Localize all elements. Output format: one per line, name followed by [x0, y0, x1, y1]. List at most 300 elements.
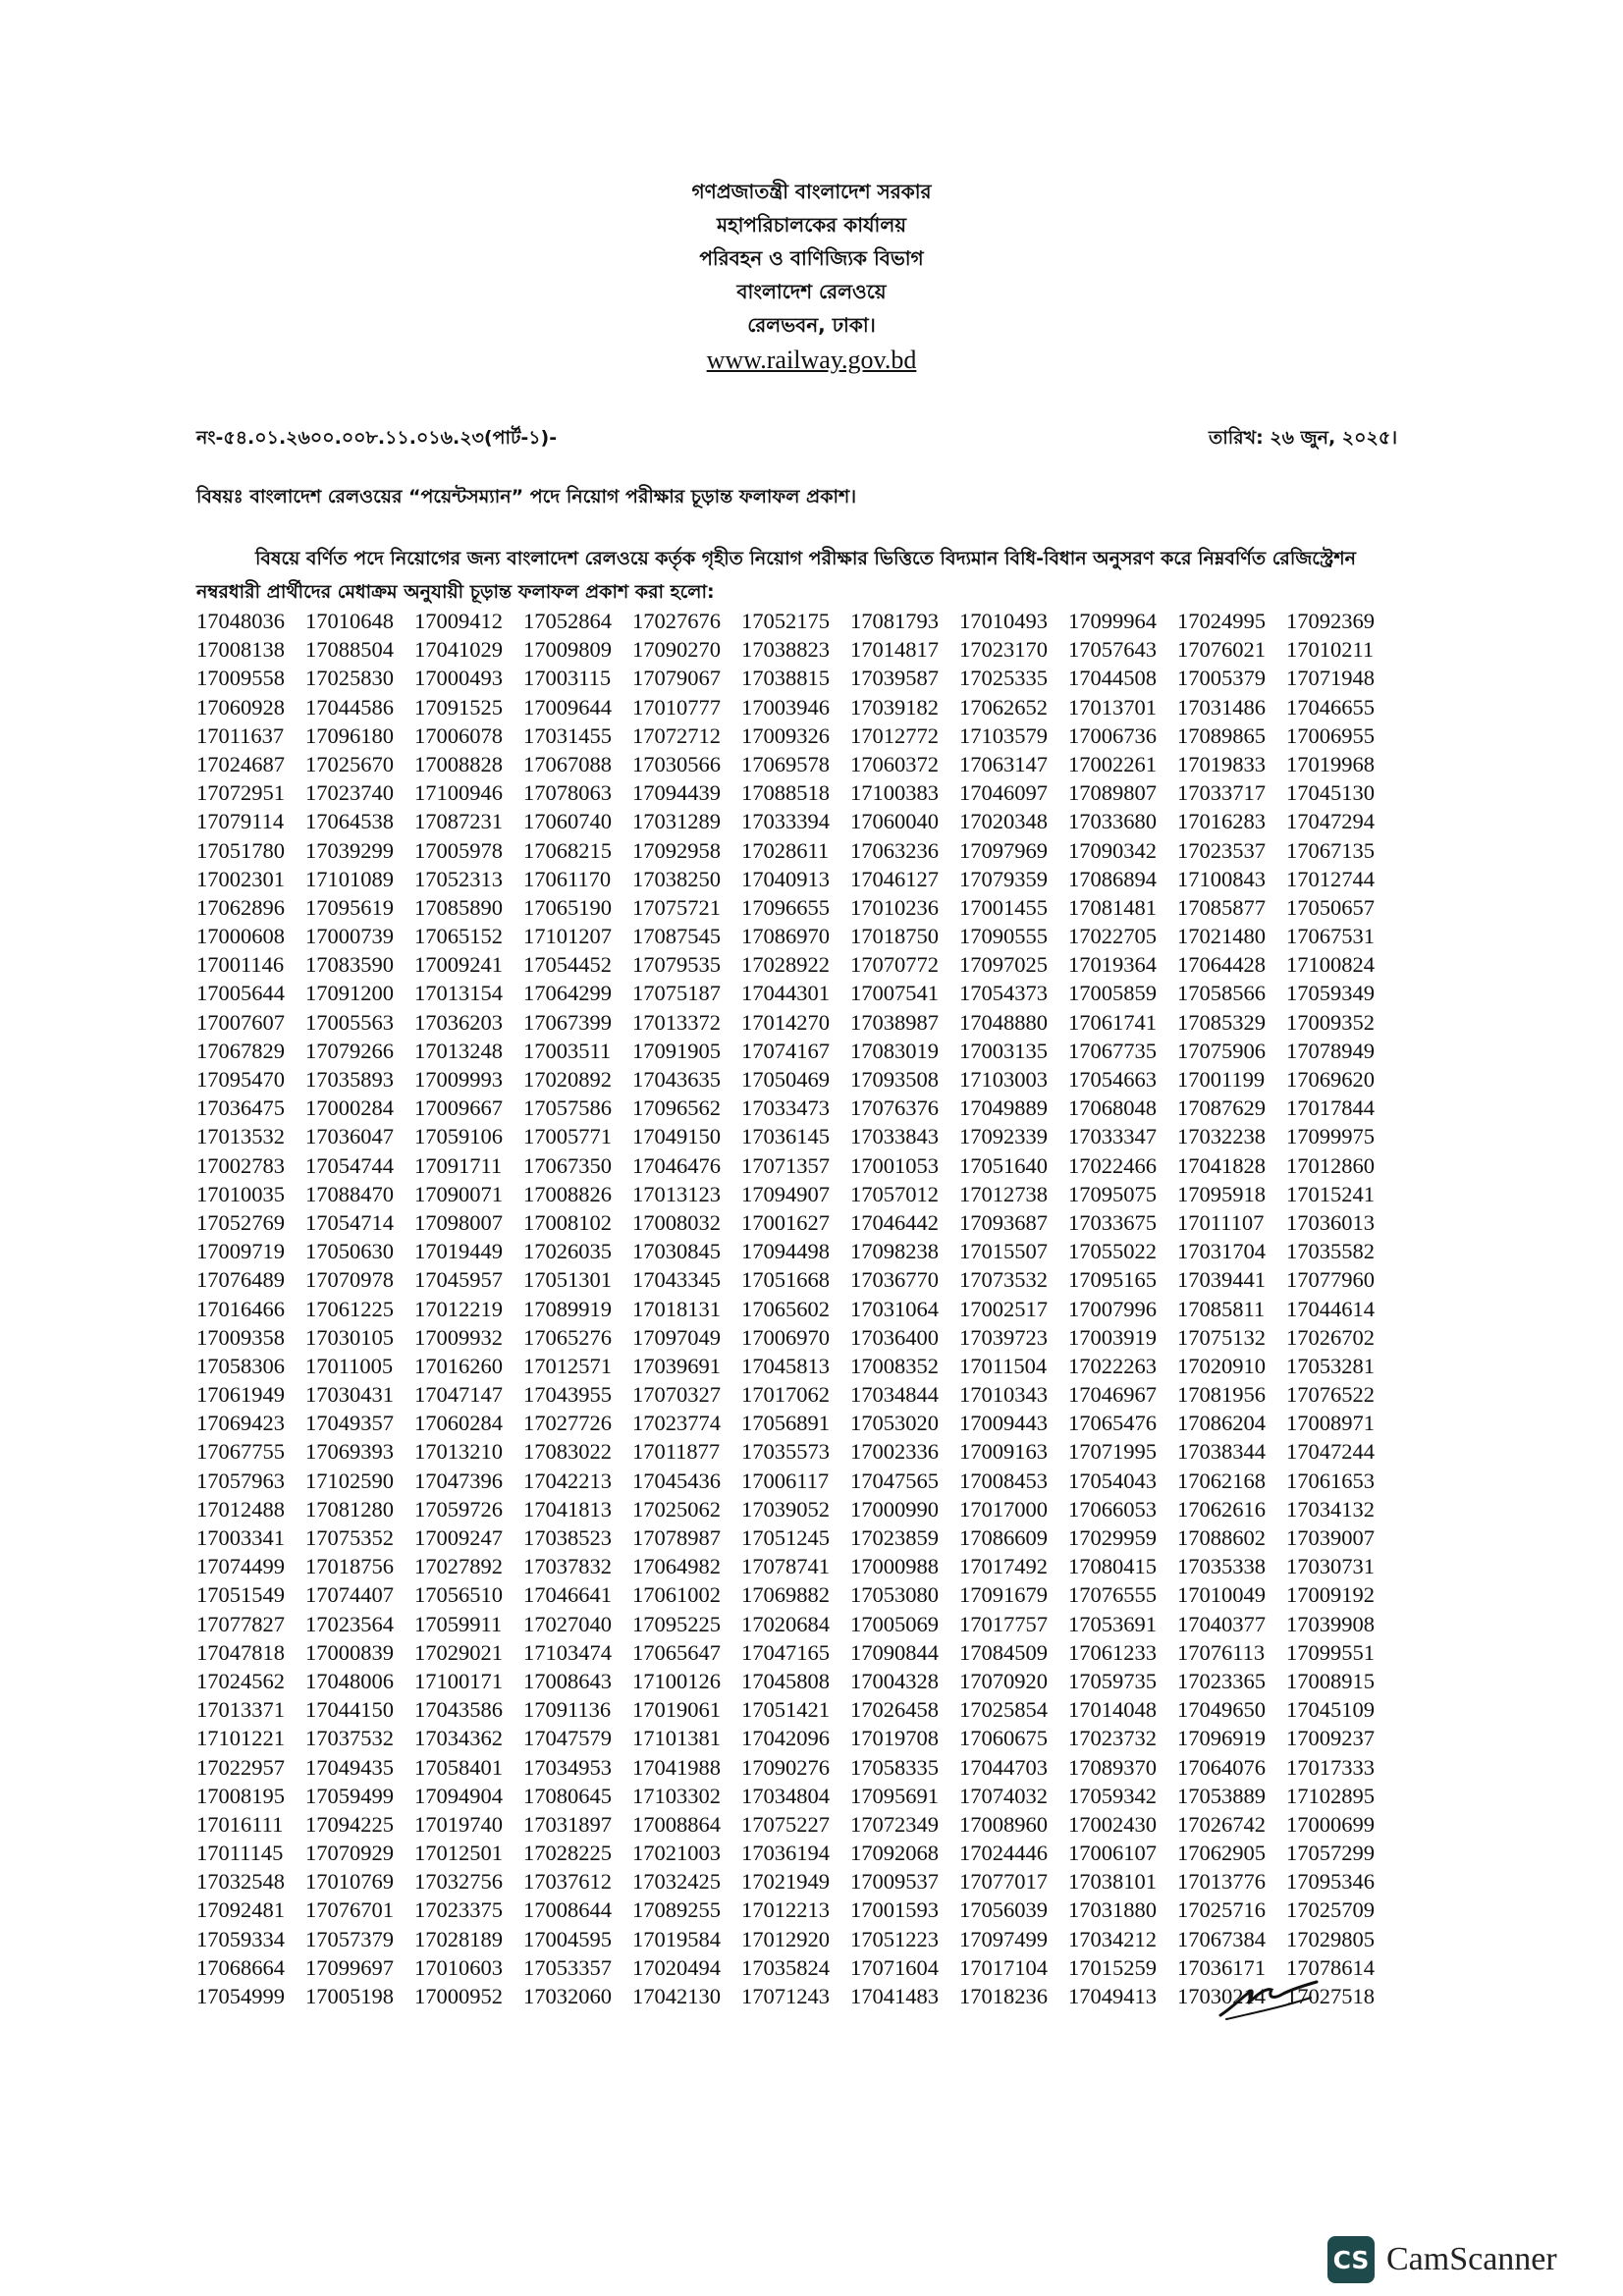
registration-number: 17057963: [196, 1468, 285, 1493]
registration-number: 17091200: [305, 981, 394, 1006]
registration-number: 17067829: [196, 1038, 285, 1063]
registration-number: 17064076: [1177, 1754, 1266, 1780]
camscanner-watermark: [1327, 2236, 1557, 2283]
letterhead-line: মহাপরিচালকের কার্যালয়: [717, 213, 906, 237]
registration-number: 17034804: [741, 1783, 830, 1808]
number-row: [196, 1265, 1395, 1294]
registration-number: 17070327: [632, 1382, 721, 1408]
number-row: [196, 607, 1395, 635]
registration-number: 17079266: [305, 1038, 394, 1063]
registration-number: 17083022: [523, 1439, 612, 1465]
registration-number: 17010648: [305, 609, 394, 633]
registration-number: 17010236: [850, 894, 939, 920]
registration-number: 17009163: [959, 1439, 1048, 1465]
registration-number: 17010035: [196, 1181, 285, 1206]
registration-number: 17006955: [1286, 722, 1375, 748]
registration-number: 17013776: [1177, 1869, 1266, 1895]
registration-number: 17102895: [1286, 1783, 1375, 1808]
registration-number: 17043635: [632, 1067, 721, 1092]
registration-number: 17070920: [959, 1668, 1048, 1693]
registration-number: 17067350: [523, 1152, 612, 1178]
registration-number: 17090270: [632, 637, 721, 663]
registration-number: 17039299: [305, 837, 394, 863]
registration-number: 17003341: [196, 1525, 285, 1550]
registration-number: 17054714: [305, 1209, 394, 1235]
registration-number: 17001455: [959, 894, 1048, 920]
registration-number: 17010343: [959, 1382, 1048, 1408]
registration-number: 17054744: [305, 1152, 394, 1178]
registration-number: 17021003: [632, 1841, 721, 1866]
registration-number: 17009644: [523, 694, 612, 720]
registration-number: 17038250: [632, 866, 721, 891]
registration-number: 17103579: [959, 722, 1048, 748]
registration-number: 17033394: [741, 809, 830, 834]
registration-number: 17048006: [305, 1668, 394, 1693]
registration-number: 17047294: [1286, 809, 1375, 834]
registration-number: 17092369: [1286, 609, 1375, 633]
registration-number: 17100171: [414, 1668, 503, 1693]
registration-number: 17056891: [741, 1411, 830, 1436]
registration-number: 17061741: [1068, 1009, 1157, 1035]
registration-number: 17060740: [523, 809, 612, 834]
registration-number: 17067531: [1286, 924, 1375, 949]
registration-number: 17052769: [196, 1209, 285, 1235]
registration-number: 17038987: [850, 1009, 939, 1035]
registration-number: 17019833: [1177, 751, 1266, 776]
registration-number: 17014817: [850, 637, 939, 663]
registration-number: 17057299: [1286, 1841, 1375, 1866]
registration-number: 17009326: [741, 722, 830, 748]
registration-number: 17098007: [414, 1209, 503, 1235]
registration-number: 17025335: [959, 666, 1048, 691]
registration-number: 17041483: [850, 1984, 939, 2008]
registration-number: 17033347: [1068, 1124, 1157, 1149]
registration-number: 17088470: [305, 1181, 394, 1206]
registration-number: 17075352: [305, 1525, 394, 1550]
number-row: [196, 1151, 1395, 1180]
registration-number: 17019740: [414, 1811, 503, 1837]
registration-number: 17009241: [414, 952, 503, 978]
registration-number: 17012571: [523, 1353, 612, 1378]
registration-number: 17008352: [850, 1353, 939, 1378]
registration-number: 17044614: [1286, 1296, 1375, 1321]
registration-number: 17012738: [959, 1181, 1048, 1206]
registration-number: 17045957: [414, 1267, 503, 1293]
registration-number: 17063147: [959, 751, 1048, 776]
registration-number: 17001146: [196, 952, 285, 978]
registration-number: 17033680: [1068, 809, 1157, 834]
registration-number: 17061225: [305, 1296, 394, 1321]
registration-number: 17059911: [414, 1611, 503, 1636]
registration-number: 17033843: [850, 1124, 939, 1149]
registration-number: 17061653: [1286, 1468, 1375, 1493]
registration-number: 17075187: [632, 981, 721, 1006]
registration-number: 17009352: [1286, 1009, 1375, 1035]
registration-number: 17021480: [1177, 924, 1266, 949]
registration-number: 17017333: [1286, 1754, 1375, 1780]
registration-number: 17046442: [850, 1209, 939, 1235]
registration-number: 17052864: [523, 609, 612, 633]
registration-number: 17013532: [196, 1124, 285, 1149]
registration-number: 17088602: [1177, 1525, 1266, 1550]
registration-number: 17008138: [196, 637, 285, 663]
registration-number: 17071604: [850, 1954, 939, 1980]
registration-number: 17059342: [1068, 1783, 1157, 1808]
registration-number: 17024446: [959, 1841, 1048, 1866]
registration-number: 17101207: [523, 924, 612, 949]
registration-number: 17017844: [1286, 1095, 1375, 1121]
registration-number: 17098238: [850, 1239, 939, 1264]
registration-number: 17078741: [741, 1554, 830, 1579]
registration-number: 17036047: [305, 1124, 394, 1149]
registration-number: 17011005: [305, 1353, 394, 1378]
registration-number: 17079359: [959, 866, 1048, 891]
registration-number: 17026035: [523, 1239, 612, 1264]
registration-number: 17095470: [196, 1067, 285, 1092]
registration-number: 17085811: [1177, 1296, 1266, 1321]
registration-number: 17019449: [414, 1239, 503, 1264]
registration-number: 17026702: [1286, 1324, 1375, 1350]
registration-number: 17071243: [741, 1984, 830, 2008]
registration-number: 17079535: [632, 952, 721, 978]
registration-number: 17040913: [741, 866, 830, 891]
registration-number: 17046097: [959, 780, 1048, 806]
registration-number: 17002261: [1068, 751, 1157, 776]
registration-number: 17003511: [523, 1038, 612, 1063]
number-row: [196, 836, 1395, 865]
registration-number: 17053357: [523, 1954, 612, 1980]
registration-number: 17074407: [305, 1582, 394, 1608]
number-row: [196, 1122, 1395, 1150]
registration-number: 17052313: [414, 866, 503, 891]
registration-number: 17071948: [1286, 666, 1375, 691]
registration-number: 17002783: [196, 1152, 285, 1178]
number-row: [196, 750, 1395, 778]
camscanner-logo: CS: [1327, 2236, 1375, 2283]
registration-number: 17035338: [1177, 1554, 1266, 1579]
registration-number: 17067755: [196, 1439, 285, 1465]
registration-number: 17039691: [632, 1353, 721, 1378]
registration-number: 17046476: [632, 1152, 721, 1178]
registration-number: 17095225: [632, 1611, 721, 1636]
registration-number: 17010777: [632, 694, 721, 720]
registration-number: 17085877: [1177, 894, 1266, 920]
registration-number: 17089370: [1068, 1754, 1157, 1780]
registration-number: 17015241: [1286, 1181, 1375, 1206]
registration-number: 17054999: [196, 1984, 285, 2008]
registration-number: 17057012: [850, 1181, 939, 1206]
registration-number: 17056039: [959, 1897, 1048, 1923]
number-row: [196, 1782, 1395, 1810]
registration-number: 17078614: [1286, 1954, 1375, 1980]
registration-number: 17016111: [196, 1811, 284, 1837]
registration-number: 17043955: [523, 1382, 612, 1408]
registration-number: 17090844: [850, 1639, 939, 1665]
registration-number: 17019968: [1286, 751, 1375, 776]
registration-number: 17077960: [1286, 1267, 1375, 1293]
registration-number: 17031289: [632, 809, 721, 834]
registration-number: 17019584: [632, 1926, 721, 1951]
registration-number: 17002517: [959, 1296, 1048, 1321]
registration-number: 17040377: [1177, 1611, 1266, 1636]
registration-number: 17043345: [632, 1267, 721, 1293]
registration-number: 17097025: [959, 952, 1048, 978]
registration-number: 17092481: [196, 1897, 285, 1923]
registration-number: 17010493: [959, 609, 1048, 633]
registration-number: 17034953: [523, 1754, 612, 1780]
registration-number: 17067384: [1177, 1926, 1266, 1951]
registration-number: 17049889: [959, 1095, 1048, 1121]
registration-number: 17103302: [632, 1783, 721, 1808]
registration-number: 17094907: [741, 1181, 830, 1206]
registration-number: 17014270: [741, 1009, 830, 1035]
registration-number: 17044586: [305, 694, 394, 720]
registration-number: 17064299: [523, 981, 612, 1006]
registration-number: 17005859: [1068, 981, 1157, 1006]
registration-number: 17025716: [1177, 1897, 1266, 1923]
registration-number: 17016283: [1177, 809, 1266, 834]
registration-number: 17013248: [414, 1038, 503, 1063]
registration-number: 17026742: [1177, 1811, 1266, 1837]
registration-number: 17008960: [959, 1811, 1048, 1837]
registration-number: 17081793: [850, 609, 939, 633]
registration-number: 17076522: [1286, 1382, 1375, 1408]
registration-number: 17012219: [414, 1296, 503, 1321]
registration-number: 17035824: [741, 1954, 830, 1980]
registration-number: 17008195: [196, 1783, 285, 1808]
registration-number: 17031064: [850, 1296, 939, 1321]
registration-number: 17012488: [196, 1496, 285, 1522]
registration-number: 17096919: [1177, 1726, 1266, 1751]
registration-number: 17039007: [1286, 1525, 1375, 1550]
number-row: [196, 979, 1395, 1007]
registration-number: 17039723: [959, 1324, 1048, 1350]
registration-number: 17008828: [414, 751, 503, 776]
number-row: [196, 1753, 1395, 1782]
registration-number: 17017757: [959, 1611, 1048, 1636]
registration-number: 17008643: [523, 1668, 612, 1693]
registration-number: 17094225: [305, 1811, 394, 1837]
subject-line: বিষয়ঃ বাংলাদেশ রেলওয়ের “পয়েন্টসম্যান” পদে নিয়োগ পরীক্ষার চূড়ান্ত ফলাফল প্রকাশ।: [196, 486, 857, 507]
registration-number: 17076113: [1177, 1639, 1266, 1665]
registration-number: 17075132: [1177, 1324, 1266, 1350]
registration-number: 17074032: [959, 1783, 1048, 1808]
registration-number: 17065602: [741, 1296, 830, 1321]
letterhead: [0, 175, 1623, 377]
registration-number: 17051245: [741, 1525, 830, 1550]
number-row: [196, 1323, 1395, 1352]
registration-number: 17037832: [523, 1554, 612, 1579]
registration-number: 17033675: [1068, 1209, 1157, 1235]
registration-number: 17076555: [1068, 1582, 1157, 1608]
registration-number: 17005069: [850, 1611, 939, 1636]
registration-number: 17061949: [196, 1382, 285, 1408]
registration-number: 17072951: [196, 780, 285, 806]
letterhead-line: রেলভবন, ঢাকা।: [747, 313, 876, 337]
registration-number: 17047147: [414, 1382, 503, 1408]
registration-number: 17017492: [959, 1554, 1048, 1579]
registration-number: 17023732: [1068, 1726, 1157, 1751]
number-row: [196, 1638, 1395, 1667]
registration-number: 17100843: [1177, 866, 1266, 891]
number-row: [196, 1467, 1395, 1495]
registration-number: 17070978: [305, 1267, 394, 1293]
registration-number: 17090071: [414, 1181, 503, 1206]
registration-number: 17009719: [196, 1239, 285, 1264]
registration-number: 17009412: [414, 609, 503, 633]
registration-number: 17033473: [741, 1095, 830, 1121]
registration-number: 17077827: [196, 1611, 285, 1636]
registration-number: 17011504: [959, 1353, 1048, 1378]
registration-number: 17000739: [305, 924, 394, 949]
registration-number: 17044301: [741, 981, 830, 1006]
registration-number: 17002336: [850, 1439, 939, 1465]
registration-number: 17095165: [1068, 1267, 1157, 1293]
registration-number: 17089255: [632, 1897, 721, 1923]
registration-number: 17101221: [196, 1726, 285, 1751]
registration-number: 17012860: [1286, 1152, 1375, 1178]
registration-number: 17097969: [959, 837, 1048, 863]
registration-number: 17069578: [741, 751, 830, 776]
registration-number: 17008915: [1286, 1668, 1375, 1693]
registration-number: 17030566: [632, 751, 721, 776]
registration-number: 17038523: [523, 1525, 612, 1550]
registration-number: 17008864: [632, 1811, 721, 1837]
registration-number: 17008826: [523, 1181, 612, 1206]
registration-number: 17035893: [305, 1067, 394, 1092]
registration-number: 17090342: [1068, 837, 1157, 863]
registration-number: 17000284: [305, 1095, 394, 1121]
registration-number: 17065476: [1068, 1411, 1157, 1436]
registration-number: 17027726: [523, 1411, 612, 1436]
letterhead-line: পরিবহন ও বাণিজ্যিক বিভাগ: [699, 246, 924, 270]
number-row: [196, 1352, 1395, 1380]
registration-number: 17068215: [523, 837, 612, 863]
registration-number: 17001627: [741, 1209, 830, 1235]
number-row: [196, 1839, 1395, 1867]
number-row: [196, 1094, 1395, 1122]
registration-number: 17012501: [414, 1841, 503, 1866]
registration-number: 17022466: [1068, 1152, 1157, 1178]
registration-number: 17097499: [959, 1926, 1048, 1951]
registration-number: 17045813: [741, 1353, 830, 1378]
registration-number: 17100824: [1286, 952, 1375, 978]
number-row: [196, 1810, 1395, 1839]
registration-number: 17045808: [741, 1668, 830, 1693]
registration-number: 17005198: [305, 1984, 394, 2008]
registration-number: 17007607: [196, 1009, 285, 1035]
registration-number: 17099697: [305, 1954, 394, 1980]
registration-number: 17086970: [741, 924, 830, 949]
registration-number: 17083019: [850, 1038, 939, 1063]
registration-number: 17066053: [1068, 1496, 1157, 1522]
registration-number: 17015507: [959, 1239, 1048, 1264]
registration-number: 17085329: [1177, 1009, 1266, 1035]
registration-number: 17090555: [959, 924, 1048, 949]
registration-number: 17037532: [305, 1726, 394, 1751]
registration-number: 17075721: [632, 894, 721, 920]
registration-number: 17009932: [414, 1324, 503, 1350]
registration-number: 17093508: [850, 1067, 939, 1092]
registration-number: 17037612: [523, 1869, 612, 1895]
registration-number: 17081956: [1177, 1382, 1266, 1408]
registration-number: 17057586: [523, 1095, 612, 1121]
registration-number: 17035573: [741, 1439, 830, 1465]
website-link[interactable]: www.railway.gov.bd: [706, 346, 917, 374]
registration-number: 17021949: [741, 1869, 830, 1895]
registration-number: 17002301: [196, 866, 285, 891]
registration-number: 17076489: [196, 1267, 285, 1293]
registration-number: 17024995: [1177, 609, 1266, 633]
registration-number: 17071357: [741, 1152, 830, 1178]
registration-number: 17008453: [959, 1468, 1048, 1493]
registration-number: 17053020: [850, 1411, 939, 1436]
registration-number: 17020684: [741, 1611, 830, 1636]
registration-number: 17055022: [1068, 1239, 1157, 1264]
registration-number: 17010211: [1286, 637, 1375, 663]
registration-number: 17065190: [523, 894, 612, 920]
registration-number: 17031486: [1177, 694, 1266, 720]
registration-number: 17032548: [196, 1869, 285, 1895]
registration-number: 17028922: [741, 952, 830, 978]
registration-number: 17000990: [850, 1496, 939, 1522]
registration-number: 17049150: [632, 1124, 721, 1149]
registration-number: 17073532: [959, 1267, 1048, 1293]
registration-number: 17054452: [523, 952, 612, 978]
registration-number: 17006107: [1068, 1841, 1157, 1866]
registration-number: 17036400: [850, 1324, 939, 1350]
registration-number: 17062652: [959, 694, 1048, 720]
registration-number: 17076701: [305, 1897, 394, 1923]
registration-number: 17095918: [1177, 1181, 1266, 1206]
registration-number: 17091525: [414, 694, 503, 720]
registration-number: 17047244: [1286, 1439, 1375, 1465]
registration-number: 17031455: [523, 722, 612, 748]
registration-number: 17045130: [1286, 780, 1375, 806]
number-row: [196, 950, 1395, 979]
registration-number: 17058566: [1177, 981, 1266, 1006]
registration-number: 17009667: [414, 1095, 503, 1121]
registration-number: 17002430: [1068, 1811, 1157, 1837]
number-row: [196, 1180, 1395, 1208]
number-row: [196, 1925, 1395, 1953]
registration-number: 17031704: [1177, 1239, 1266, 1264]
registration-number: 17006078: [414, 722, 503, 748]
registration-number: 17102590: [305, 1468, 394, 1493]
registration-number: 17065647: [632, 1639, 721, 1665]
number-row: [196, 1008, 1395, 1037]
letterhead-line: গণপ্রজাতন্ত্রী বাংলাদেশ সরকার: [691, 180, 932, 203]
registration-number: 17041828: [1177, 1152, 1266, 1178]
registration-number: 17018756: [305, 1554, 394, 1579]
registration-number: 17057643: [1068, 637, 1157, 663]
registration-number: 17099975: [1286, 1124, 1375, 1149]
registration-number: 17012744: [1286, 866, 1375, 891]
registration-number: 17034844: [850, 1382, 939, 1408]
registration-number: 17086894: [1068, 866, 1157, 891]
registration-number: 17025670: [305, 751, 394, 776]
number-row: [196, 1495, 1395, 1523]
registration-number: 17005771: [523, 1124, 612, 1149]
registration-number: 17086204: [1177, 1411, 1266, 1436]
registration-number: 17058306: [196, 1353, 285, 1378]
registration-number: 17054373: [959, 981, 1048, 1006]
registration-number: 17008032: [632, 1209, 721, 1235]
registration-number: 17022705: [1068, 924, 1157, 949]
registration-number: 17032060: [523, 1984, 612, 2008]
number-row: [196, 1580, 1395, 1609]
registration-number: 17005379: [1177, 666, 1266, 691]
